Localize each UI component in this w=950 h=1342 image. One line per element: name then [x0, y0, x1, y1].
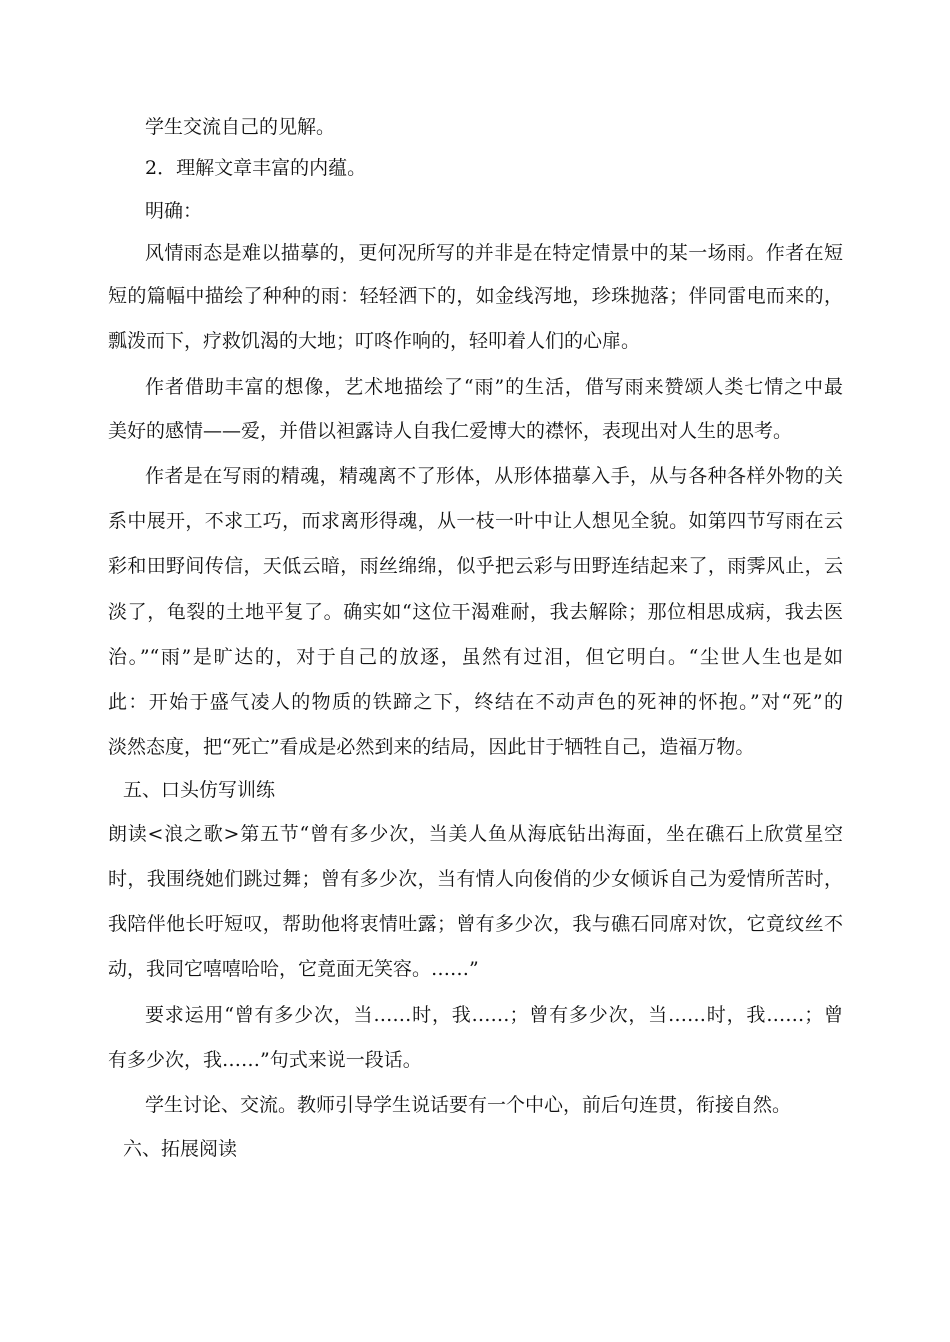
paragraph-read-line-3: 我陪伴他长吁短叹，帮助他将衷情吐露；曾有多少次，我与礁石同席对饮，它竟纹丝不	[108, 913, 843, 935]
paragraph-soul-line-5: 治。”“雨”是旷达的，对于自己的放逐，虽然有过泪，但它明白。“尘世人生也是如	[108, 646, 843, 668]
paragraph-rain-line-1: 风情雨态是难以描摹的，更何况所写的并非是在特定情景中的某一场雨。作者在短	[145, 242, 843, 264]
paragraph-student-exchange: 学生交流自己的见解。	[145, 116, 336, 138]
paragraph-soul-line-7: 淡然态度，把“死亡”看成是必然到来的结局，因此甘于牺牲自己，造福万物。	[108, 736, 755, 758]
paragraph-read-line-4: 动，我同它嘻嘻哈哈，它竟面无笑容。……”	[108, 958, 479, 980]
paragraph-soul-line-1: 作者是在写雨的精魂，精魂离不了形体，从形体描摹入手，从与各种各样外物的关	[145, 465, 843, 487]
section-heading-5: 五、口头仿写训练	[123, 779, 276, 801]
paragraph-read-line-1: 朗读<浪之歌>第五节“曾有多少次，当美人鱼从海底钻出海面，坐在礁石上欣赏星空	[108, 823, 843, 845]
clarify-label: 明确：	[145, 200, 203, 222]
paragraph-soul-line-4: 淡了，龟裂的土地平复了。确实如“这位干渴难耐，我去解除；那位相思成病，我去医	[108, 601, 843, 623]
paragraph-soul-line-6: 此：开始于盛气凌人的物质的铁蹄之下，终结在不动声色的死神的怀抱。”对“死”的	[108, 691, 843, 713]
paragraph-requirement-line-1: 要求运用“曾有多少次，当……时，我……；曾有多少次，当……时，我……；曾	[145, 1004, 843, 1026]
paragraph-soul-line-2: 系中展开，不求工巧，而求离形得魂，从一枝一叶中让人想见全貌。如第四节写雨在云	[108, 510, 843, 532]
paragraph-rain-line-2: 短的篇幅中描绘了种种的雨：轻轻洒下的，如金线泻地，珍珠抛落；伴同雷电而来的，	[108, 285, 843, 307]
paragraph-imagination-line-2: 美好的感情——爱，并借以袒露诗人自我仁爱博大的襟怀，表现出对人生的思考。	[108, 420, 793, 442]
paragraph-requirement-line-2: 有多少次，我……”句式来说一段话。	[108, 1049, 422, 1071]
item-2-heading: 2．理解文章丰富的内蕴。	[145, 157, 367, 179]
paragraph-soul-line-3: 彩和田野间传信，天低云暗，雨丝绵绵，似乎把云彩与田野连结起来了，雨霁风止，云	[108, 555, 843, 577]
paragraph-imagination-line-1: 作者借助丰富的想像，艺术地描绘了“雨”的生活，借写雨来赞颂人类七情之中最	[145, 376, 843, 398]
paragraph-rain-line-3: 瓢泼而下，疗救饥渴的大地；叮咚作响的，轻叩着人们的心扉。	[108, 330, 641, 352]
paragraph-read-line-2: 时，我围绕她们跳过舞；曾有多少次，当有情人向俊俏的少女倾诉自己为爱情所苦时，	[108, 868, 843, 890]
section-heading-6: 六、拓展阅读	[123, 1138, 238, 1160]
paragraph-discussion: 学生讨论、交流。教师引导学生说话要有一个中心，前后句连贯，衔接自然。	[145, 1094, 792, 1116]
